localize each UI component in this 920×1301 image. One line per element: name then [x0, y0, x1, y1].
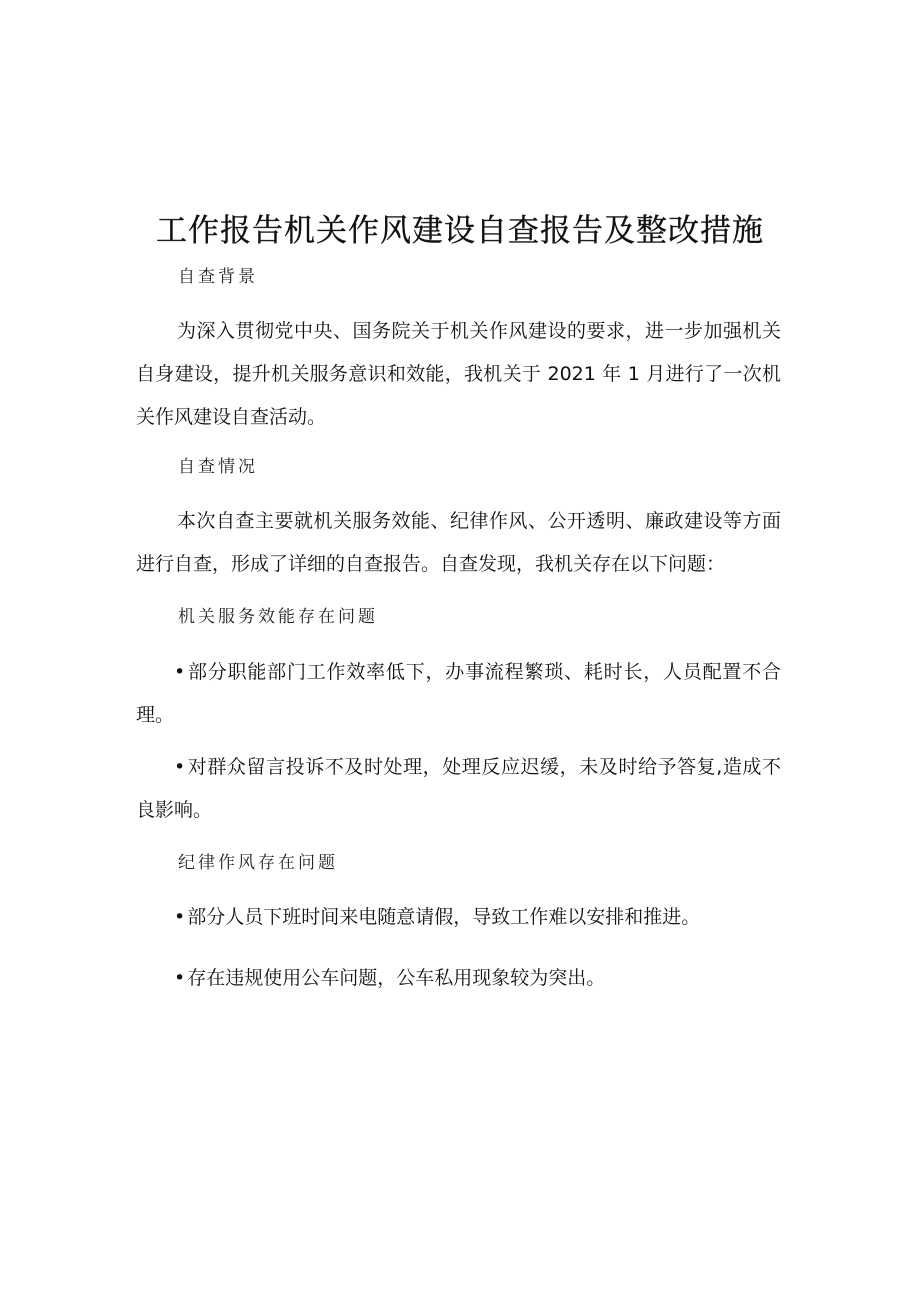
bullet-item — [136, 896, 781, 939]
document-title: 工作报告机关作风建设自查报告及整改措施 — [156, 213, 764, 249]
bullet-text: 对群众留言投诉不及时处理，处理反应迟缓，未及时给予答复,造成不良影响。 — [136, 756, 781, 821]
bullet-item — [136, 957, 781, 1000]
section-heading-background: 自查背景 — [178, 267, 258, 287]
bullet-text: 部分职能部门工作效率低下，办事流程繁琐、耗时长，人员配置不合理。 — [136, 661, 781, 726]
bullet-dot: • — [174, 906, 186, 928]
bullet-dot: • — [174, 756, 186, 778]
section-heading-situation: 自查情况 — [178, 457, 258, 477]
bullet-dot: • — [174, 967, 186, 989]
section-heading-service-efficiency: 机关服务效能存在问题 — [178, 607, 378, 627]
bullet-text: 存在违规使用公车问题，公车私用现象较为突出。 — [187, 967, 606, 989]
bullet-item — [136, 746, 781, 832]
bullet-text: 部分人员下班时间来电随意请假，导致工作难以安排和推进。 — [187, 906, 701, 928]
paragraph-situation: 本次自查主要就机关服务效能、纪律作风、公开透明、廉政建设等方面进行自查，形成了详细的自查报告。自查发现，我机关存在以下问题： — [136, 510, 781, 575]
paragraph-background: 为深入贯彻党中央、国务院关于机关作风建设的要求，进一步加强机关自身建设，提升机关服务意识和效能，我机关于 2021 年 1 月进行了一次机关作风建设自查活动。 — [136, 320, 781, 428]
section-heading-discipline: 纪律作风存在问题 — [178, 853, 338, 873]
bullet-item — [136, 651, 781, 737]
bullet-dot: • — [174, 661, 186, 683]
